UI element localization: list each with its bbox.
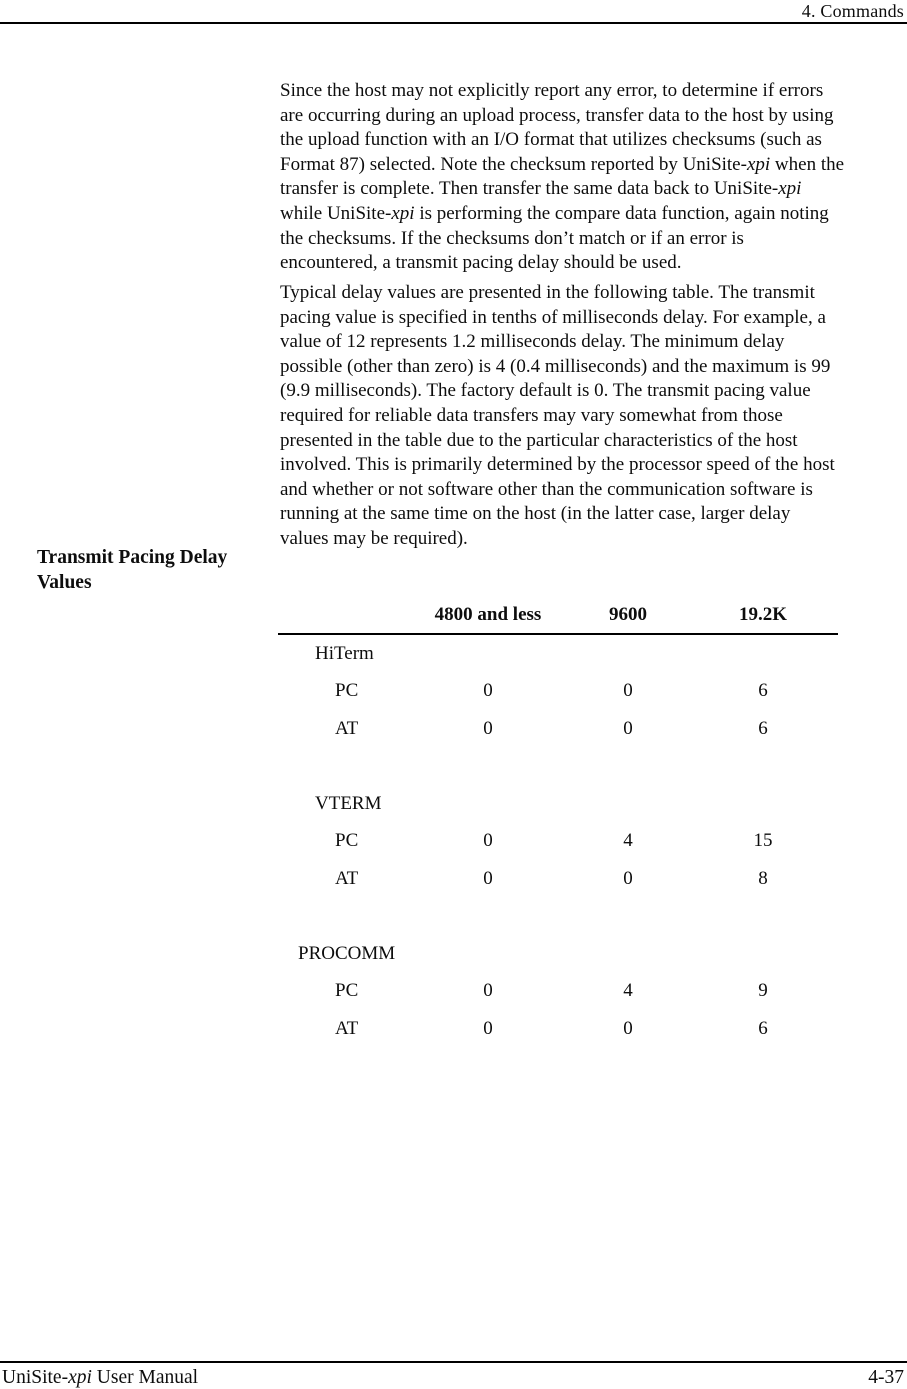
header-section-title: 4. Commands — [801, 1, 904, 21]
table-row — [278, 673, 838, 711]
footer-manual-title: UniSite-xpi User Manual — [2, 1367, 199, 1388]
table-header-row — [278, 600, 838, 635]
table-group-spacer — [278, 748, 838, 786]
cell-value: 0 — [483, 717, 493, 739]
cell-value: 0 — [483, 1017, 493, 1039]
cell-value: 0 — [623, 1017, 633, 1039]
cell-value: 0 — [483, 867, 493, 889]
page-header — [802, 1, 904, 22]
delay-values-table — [278, 600, 838, 1048]
group-row-hiterm — [278, 635, 838, 673]
cell-value: 9 — [758, 980, 768, 1002]
side-heading: Transmit Pacing Delay Values — [37, 547, 228, 593]
table-group-spacer — [278, 898, 838, 936]
cell-value: 0 — [483, 830, 493, 852]
group-row-vterm — [278, 785, 838, 823]
footer-page-number: 4-37 — [868, 1367, 904, 1388]
table-row — [278, 973, 838, 1011]
table-row — [278, 823, 838, 861]
table-header-4800: 4800 and less — [434, 604, 542, 625]
row-label: PC — [335, 830, 359, 852]
cell-value: 4 — [623, 830, 633, 852]
cell-value: 6 — [758, 1017, 768, 1039]
cell-value: 6 — [758, 717, 768, 739]
cell-value: 8 — [758, 867, 768, 889]
table-row — [278, 860, 838, 898]
row-label: AT — [335, 1017, 359, 1039]
table-header-9600: 9600 — [609, 604, 647, 625]
table-row — [278, 710, 838, 748]
paragraph-upload-checksums: Since the host may not explicitly report any error, to determine if errors are occurring during an upload process, transfer data to the host by using the upload function with an I/O format that utilizes checksums (such as Format 87) selected. Note the checksum reported by UniSite-xpi when the transfer is complete. Then transfer the same data back to UniSite-xpi while UniSite-xpi is performing the compare data function, again noting the checksums. If the checksums don’t match or if an error is encountered, a transmit pacing delay should be used. — [280, 80, 845, 274]
table-row — [278, 1010, 838, 1048]
row-label: PC — [335, 680, 359, 702]
cell-value: 4 — [623, 980, 633, 1002]
row-label: AT — [335, 717, 359, 739]
page-footer — [2, 1367, 904, 1389]
cell-value: 15 — [753, 830, 773, 852]
footer-rule — [0, 1361, 907, 1363]
cell-value: 0 — [483, 980, 493, 1002]
paragraph-typical-delay-values: Typical delay values are presented in the following table. The transmit pacing value is specified in tenths of milliseconds delay. For example, a value of 12 represents 1.2 milliseconds delay. The minimum delay possible (other than zero) is 4 (0.4 milliseconds) and the maximum is 99 (9.9 milliseconds). The factory default is 0. The transmit pacing value required for reliable data transfers may vary somewhat from those presented in the table due to the particular characteristics of the host involved. This is primarily determined by the processor speed of the host and whether or not software other than the communication software is running at the same time on the host (in the latter case, larger delay values may be required). — [280, 282, 835, 549]
table-header-19-2k: 19.2K — [738, 604, 788, 625]
group-label: HiTerm — [315, 642, 374, 664]
cell-value: 0 — [623, 717, 633, 739]
cell-value: 0 — [623, 867, 633, 889]
row-label: PC — [335, 980, 359, 1002]
row-label: AT — [335, 867, 359, 889]
cell-value: 0 — [623, 680, 633, 702]
group-label: PROCOMM — [298, 942, 396, 964]
group-label: VTERM — [315, 792, 382, 814]
cell-value: 0 — [483, 680, 493, 702]
group-row-procomm — [278, 935, 838, 973]
header-rule — [0, 22, 907, 24]
cell-value: 6 — [758, 680, 768, 702]
